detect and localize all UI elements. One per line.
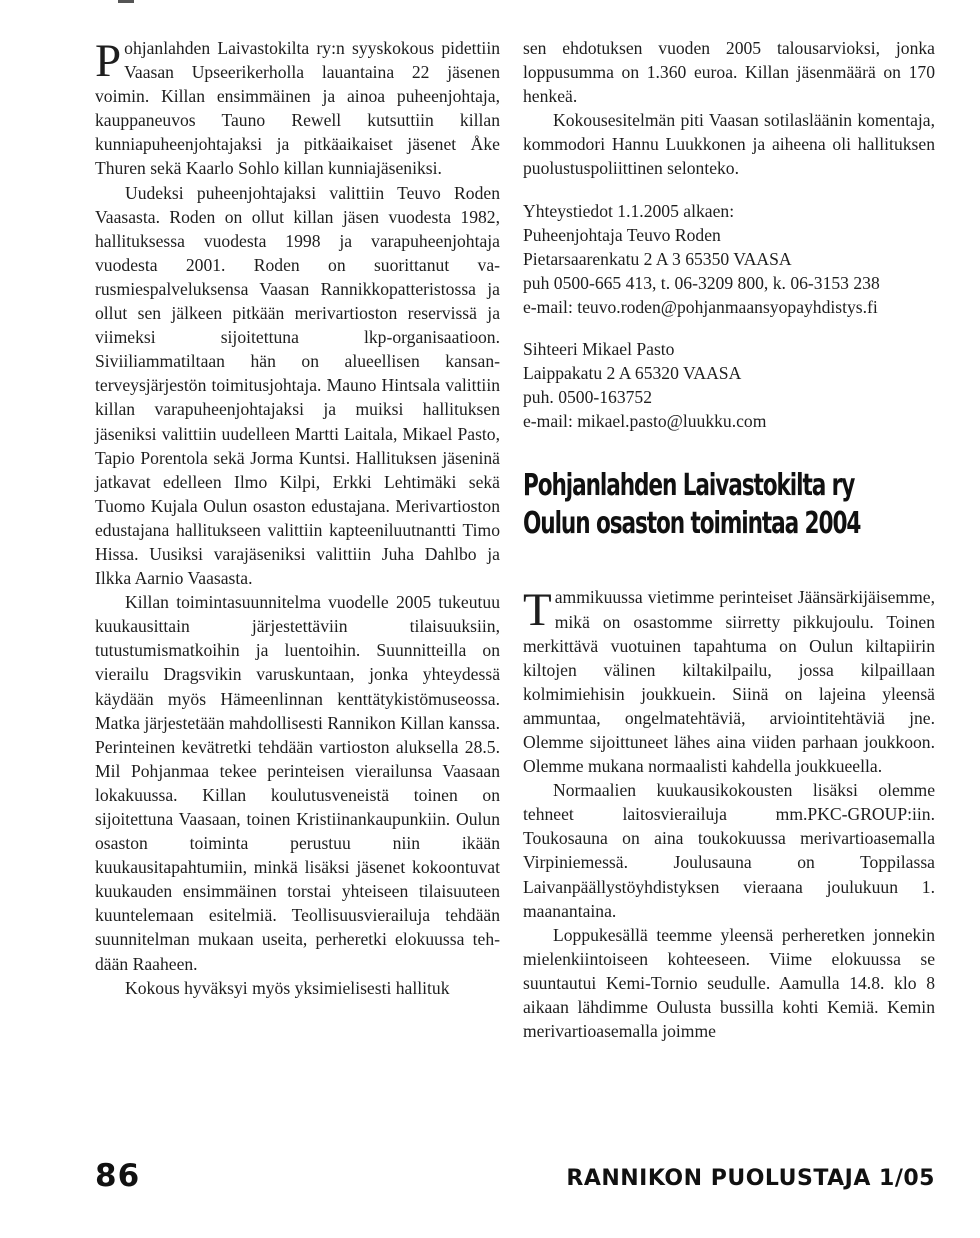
paragraph-budget-start: Kokous hyväksyi myös yksimielisesti hallituk [125, 977, 450, 998]
paragraph-new-chairman: Uudeksi puheenjohtajaksi valittiin Teuvo Roden Vaasasta. Roden on ollut killan jäsen vuodesta 1982, hallituksessa vuodesta 1998 ja varapuheenjohtaja vuodesta 2001. Roden on suorittanut varusmiespalveluksensa Vaasan Rannikkopatteristossa ja ollut sen jälkeen pitkään merivartioston reservissä ja viimeksi sijoitettuna lkp-organisaatioon. Siviiliammatiltaan hän on alueellisen kansanterveysjärjestön toimitusjohtaja. Mauno Hintsala valittiin killan varapuheenjohtajaksi ja muiksi hallituksen jäseniksi valittiin uudelleen Martti Laitala, Mikael Pasto, Tapio Porentola sekä Jorma Kuntsi. Hallituksen jäseninä jatkavat edelleen Ilmo Kilpi, Erkki Lehtimäki sekä Tuomo Kujala Oulun osaston edustajana. Merivartioston edustajana hallitukseen valittiin kapteeniluutnantti Timo Hissa. Uusiksi varajäseniksi valittiin Juha Dahlbo ja Ilkka Aarnio Vaasasta. [95, 182, 500, 589]
spacer [523, 181, 935, 199]
spacer [523, 319, 935, 337]
headline-line-2: Oulun osaston toimintaa 2004 [523, 506, 861, 542]
contact-name: Puheenjohtaja Teuvo Roden [523, 224, 721, 245]
contact-email: e-mail: mikael.pasto@luukku.com [523, 411, 767, 432]
paragraph-visits: Normaalien kuukausikokousten lisäksi olemme tehneet laitosvierailuja mm.PKC-GROUP:iin. Toukosauna on aina toukokuussa merivartioasemalla Virpiniemessä. Joulusauna on Toppilassa Laivanpäällystöyhdistyksen vieraana joulukuun 1. maanantaina. [523, 780, 935, 921]
left-column [95, 36, 500, 1000]
contact-phone: puh. 0500-163752 [523, 387, 653, 408]
paragraph-budget-end: sen ehdotuksen vuoden 2005 talousarvioksi, jonka loppusumma on 1.360 euroa. Killan jäsenmäärä on 170 henkeä. [523, 38, 935, 107]
paragraph-autumn-meeting [95, 36, 500, 181]
crop-mark [118, 0, 134, 3]
paragraph-lecture: Kokousesitelmän piti Vaasan sotilasläänin komentaja, kommodori Hannu Luukkonen ja aiheena oli hallituksen puolustuspoliittinen selonteko. [523, 110, 935, 179]
right-column [523, 36, 935, 1043]
contact-chairman [523, 199, 935, 319]
paragraph-activity-plan: Killan toimintasuunnitelma vuodelle 2005 tukeutuu kuukausittain järjestettäviin tilaisuuksiin, tutustumismatkoihin ja luentoihin. Suunnitteilla on vierailu Dragsvikin varuskuntaan, jonka yhteydessä käydään myös Hämeenlinnan kenttätykistömuseossa. Matka järjestetään mahdollisesti Rannikon Killan kanssa. Perinteinen kevätretki tehdään vartioston aluksella 28.5. Mil Pohjanmaa tekee perinteisen vierailunsa Vaasaan lokakuussa. Killan koulutusveneistä toinen on sijoitettuna Vaasaan, toinen Kristiinankaupunkiin. Oulun osaston toiminta perustuu niin ikään kuukausitapahtumiin, minkä lisäksi jäsenet kokoontuvat kuukauden ensimmäinen torstai yhteiseen tilaisuuteen kuuntelemaan esitelmiä. Teollisuusvierailuja tehdään suunnitelman mukaan useita, perheretki elokuussa tehdään Raaheen. [95, 592, 500, 974]
headline-line-1: Pohjanlahden Laivastokilta ry [523, 468, 855, 504]
drop-cap: P [95, 35, 122, 87]
contact-address: Pietarsaarenkatu 2 A 3 65350 VAASA [523, 248, 792, 269]
drop-cap: T [523, 584, 552, 637]
page-number: 86 [95, 1158, 141, 1194]
contact-heading: Yhteystiedot 1.1.2005 alkaen: [523, 200, 735, 221]
contact-name: Sihteeri Mikael Pasto [523, 339, 675, 360]
contact-phone: puh 0500-665 413, t. 06-3209 800, k. 06-3153 238 [523, 272, 880, 293]
article-headline [523, 467, 926, 543]
contact-email: e-mail: teuvo.roden@pohjanmaansyopayhdistys.fi [523, 296, 878, 317]
paragraph-text: ohjanlahden Laivastokilta ry:n syyskokous pidettiin Vaasan Upseerikerholla lauantaina 22 jäsenen voimin. Killan ensimmäinen ja ainoa puheenjohtaja, kauppaneuvos Tauno Rewell kutsuttiin killan kunniapuheenjohtajaksi ja pitkäaikaiset jäsenet Åke Thuren sekä Kaarlo Sohlo killan kunniajäseniksi. [95, 38, 500, 179]
magazine-name: RANNIKON PUOLUSTAJA 1/05 [566, 1166, 935, 1191]
paragraph-text: ammikuussa vietimme perinteiset Jäänsärkijäisemme, mikä on osastomme siirretty pikkujoulu. Toinen merkittävä vuotuinen tapahtuma on Oulun kiltapiirin kiltojen välinen kiltakilpailu, jossa kilpaillaan kolmimiehisin joukkuein. Siinä on lajeina yleensä ammuntaa, ongelmatehtäviä, arviointitehtäviä jne. Olemme sijoittuneet lähes aina viiden parhaan joukkoon. Olemme mukana normaalisti kahdella joukkueella. [523, 587, 935, 777]
paragraph-january [523, 585, 935, 778]
contact-secretary [523, 337, 935, 433]
paragraph-family-trip: Loppukesällä teemme yleensä perheretken jonnekin mielenkiintoiseen kohteeseen. Viime elokuussa se suuntautui Kemi-Tornio seudulle. Aamulla 14.8. klo 8 aikaan lähdimme Oulusta bussilla kohti Kemiä. Kemin merivartioasemalla joimme [523, 924, 935, 1042]
contact-address: Laippakatu 2 A 65320 VAASA [523, 363, 742, 384]
